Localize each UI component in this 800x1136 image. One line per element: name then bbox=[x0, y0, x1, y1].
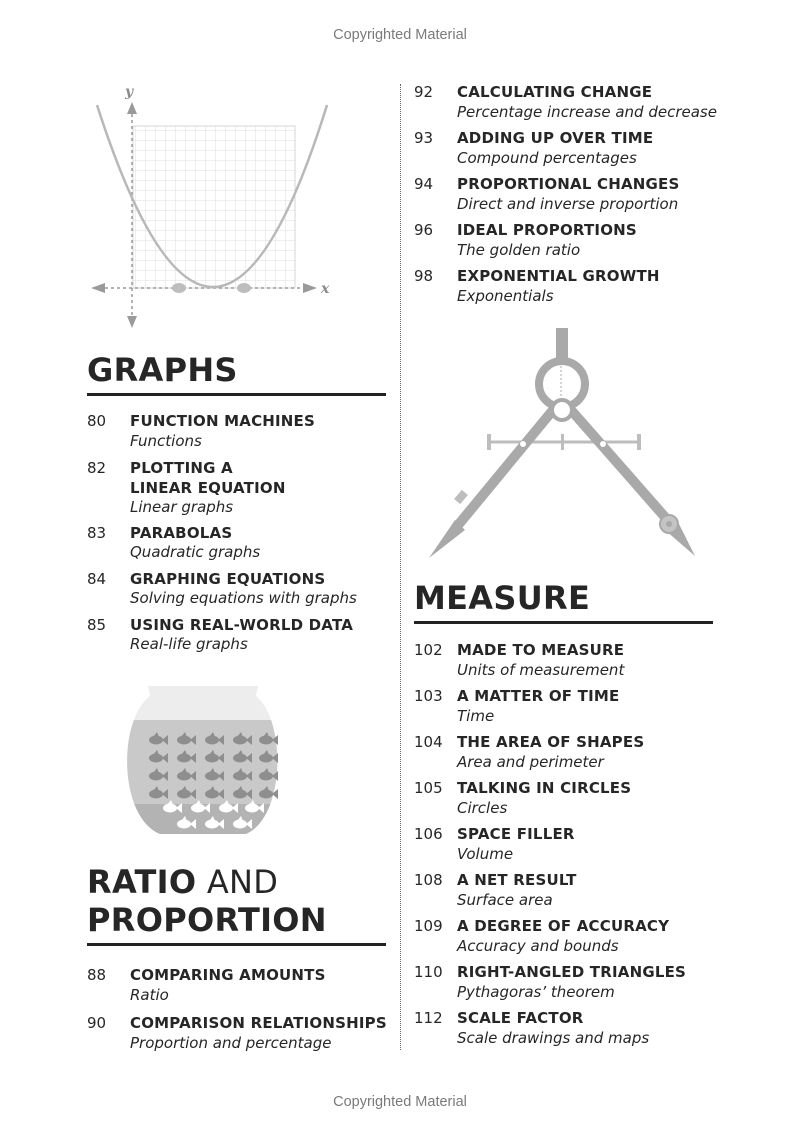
entry-title: TALKING IN CIRCLES bbox=[457, 779, 632, 797]
page-number: 83 bbox=[87, 523, 107, 542]
watermark-top: Copyrighted Material bbox=[333, 27, 467, 43]
fishbowl-illustration bbox=[124, 684, 280, 844]
page-number: 110 bbox=[414, 963, 443, 981]
contents-entry[interactable] bbox=[414, 83, 717, 122]
graph-y-label: y bbox=[125, 84, 134, 100]
page-number: 92 bbox=[414, 83, 434, 101]
entry-title: PARABOLAS bbox=[130, 523, 233, 542]
entry-title: MADE TO MEASURE bbox=[457, 641, 625, 659]
entry-title: IDEAL PROPORTIONS bbox=[457, 221, 637, 239]
entry-title: COMPARING AMOUNTS bbox=[130, 966, 326, 984]
page-number: 96 bbox=[414, 221, 434, 239]
entry-subtitle: Time bbox=[457, 706, 495, 725]
contents-entry[interactable] bbox=[414, 221, 717, 260]
entry-title: SCALE FACTOR bbox=[457, 1009, 584, 1027]
entry-subtitle: Ratio bbox=[130, 985, 169, 1004]
contents-entry[interactable] bbox=[414, 917, 686, 956]
entry-title: USING REAL-WORLD DATA bbox=[130, 615, 354, 634]
entry-title: A MATTER OF TIME bbox=[457, 687, 620, 705]
entry-title: SPACE FILLER bbox=[457, 825, 575, 843]
entry-title: PLOTTING A bbox=[130, 459, 233, 477]
contents-entry[interactable] bbox=[414, 1009, 686, 1048]
contents-entry[interactable] bbox=[414, 871, 686, 910]
heading-and: AND bbox=[196, 863, 279, 901]
entry-title-line2: LINEAR EQUATION bbox=[130, 478, 286, 497]
parabola-graph-illustration bbox=[85, 80, 345, 340]
page-number: 104 bbox=[414, 733, 443, 751]
contents-entry[interactable] bbox=[87, 616, 357, 655]
page-number: 94 bbox=[414, 175, 434, 193]
page-number: 106 bbox=[414, 825, 443, 843]
entry-title: COMPARISON RELATIONSHIPS bbox=[130, 1014, 387, 1032]
entry-subtitle: Volume bbox=[457, 844, 514, 863]
entry-title: RIGHT-ANGLED TRIANGLES bbox=[457, 963, 687, 981]
entry-title: FUNCTION MACHINES bbox=[130, 412, 316, 430]
contents-entry[interactable] bbox=[414, 779, 686, 818]
page-number: 102 bbox=[414, 641, 443, 659]
entry-subtitle: Circles bbox=[457, 798, 508, 817]
entry-subtitle: Surface area bbox=[457, 890, 553, 909]
entry-subtitle: Functions bbox=[130, 431, 202, 450]
section-heading-ratio-and-proportion bbox=[87, 864, 386, 946]
page-number: 109 bbox=[414, 917, 443, 935]
entry-title: CALCULATING CHANGE bbox=[457, 83, 653, 101]
entry-subtitle: Linear graphs bbox=[130, 498, 234, 516]
entry-title: GRAPHING EQUATIONS bbox=[130, 569, 326, 588]
ratio-entry-list bbox=[87, 966, 387, 1053]
page-number: 85 bbox=[87, 615, 107, 634]
contents-entry[interactable] bbox=[414, 687, 686, 726]
contents-entry[interactable] bbox=[414, 267, 717, 306]
watermark-bottom: Copyrighted Material bbox=[333, 1094, 467, 1110]
entry-subtitle: Exponentials bbox=[457, 286, 554, 305]
measure-entry-list bbox=[414, 641, 686, 1048]
entry-subtitle: Proportion and percentage bbox=[130, 1033, 332, 1052]
contents-entry[interactable] bbox=[87, 412, 357, 451]
contents-entry[interactable] bbox=[87, 966, 387, 1005]
contents-entry[interactable] bbox=[414, 641, 686, 680]
entry-title: EXPONENTIAL GROWTH bbox=[457, 267, 660, 285]
contents-entry[interactable] bbox=[87, 459, 357, 518]
section-heading-measure: MEASURE bbox=[414, 580, 713, 624]
change-entry-list bbox=[414, 83, 717, 306]
entry-subtitle: Real-life graphs bbox=[130, 635, 248, 653]
entry-subtitle: Solving equations with graphs bbox=[130, 589, 357, 607]
page-number: 105 bbox=[414, 779, 443, 797]
entry-subtitle: Direct and inverse proportion bbox=[457, 194, 679, 213]
entry-subtitle: Pythagoras’ theorem bbox=[457, 982, 615, 1001]
entry-subtitle: Quadratic graphs bbox=[130, 543, 261, 561]
section-heading-graphs: GRAPHS bbox=[87, 352, 386, 396]
heading-proportion: PROPORTION bbox=[87, 900, 327, 939]
page-number: 88 bbox=[87, 966, 107, 984]
page-number: 80 bbox=[87, 412, 107, 430]
contents-entry[interactable] bbox=[87, 1014, 387, 1053]
entry-subtitle: Percentage increase and decrease bbox=[457, 102, 717, 121]
entry-title: ADDING UP OVER TIME bbox=[457, 129, 654, 147]
contents-entry[interactable] bbox=[414, 963, 686, 1002]
entry-title: A DEGREE OF ACCURACY bbox=[457, 917, 670, 935]
entry-subtitle: Compound percentages bbox=[457, 148, 637, 167]
contents-entry[interactable] bbox=[87, 524, 357, 563]
page-number: 108 bbox=[414, 871, 443, 889]
entry-title: A NET RESULT bbox=[457, 871, 577, 889]
page-number: 98 bbox=[414, 267, 434, 285]
page-number: 112 bbox=[414, 1009, 443, 1027]
contents-entry[interactable] bbox=[414, 175, 717, 214]
page-number: 93 bbox=[414, 129, 434, 147]
graphs-entry-list bbox=[87, 412, 357, 655]
entry-subtitle: The golden ratio bbox=[457, 240, 581, 259]
graph-x-label: x bbox=[321, 281, 330, 297]
column-divider bbox=[400, 84, 401, 1050]
compass-illustration bbox=[425, 326, 705, 566]
contents-entry[interactable] bbox=[414, 733, 686, 772]
entry-title: PROPORTIONAL CHANGES bbox=[457, 175, 680, 193]
contents-entry[interactable] bbox=[87, 570, 357, 609]
entry-subtitle: Accuracy and bounds bbox=[457, 936, 619, 955]
page-number: 84 bbox=[87, 569, 107, 588]
page-number: 90 bbox=[87, 1014, 107, 1032]
contents-entry[interactable] bbox=[414, 825, 686, 864]
page-number: 82 bbox=[87, 459, 107, 477]
contents-entry[interactable] bbox=[414, 129, 717, 168]
entry-subtitle: Area and perimeter bbox=[457, 752, 604, 771]
heading-ratio: RATIO bbox=[87, 863, 197, 901]
entry-subtitle: Scale drawings and maps bbox=[457, 1028, 650, 1047]
entry-title: THE AREA OF SHAPES bbox=[457, 733, 645, 751]
page-number: 103 bbox=[414, 687, 443, 705]
entry-subtitle: Units of measurement bbox=[457, 660, 625, 679]
